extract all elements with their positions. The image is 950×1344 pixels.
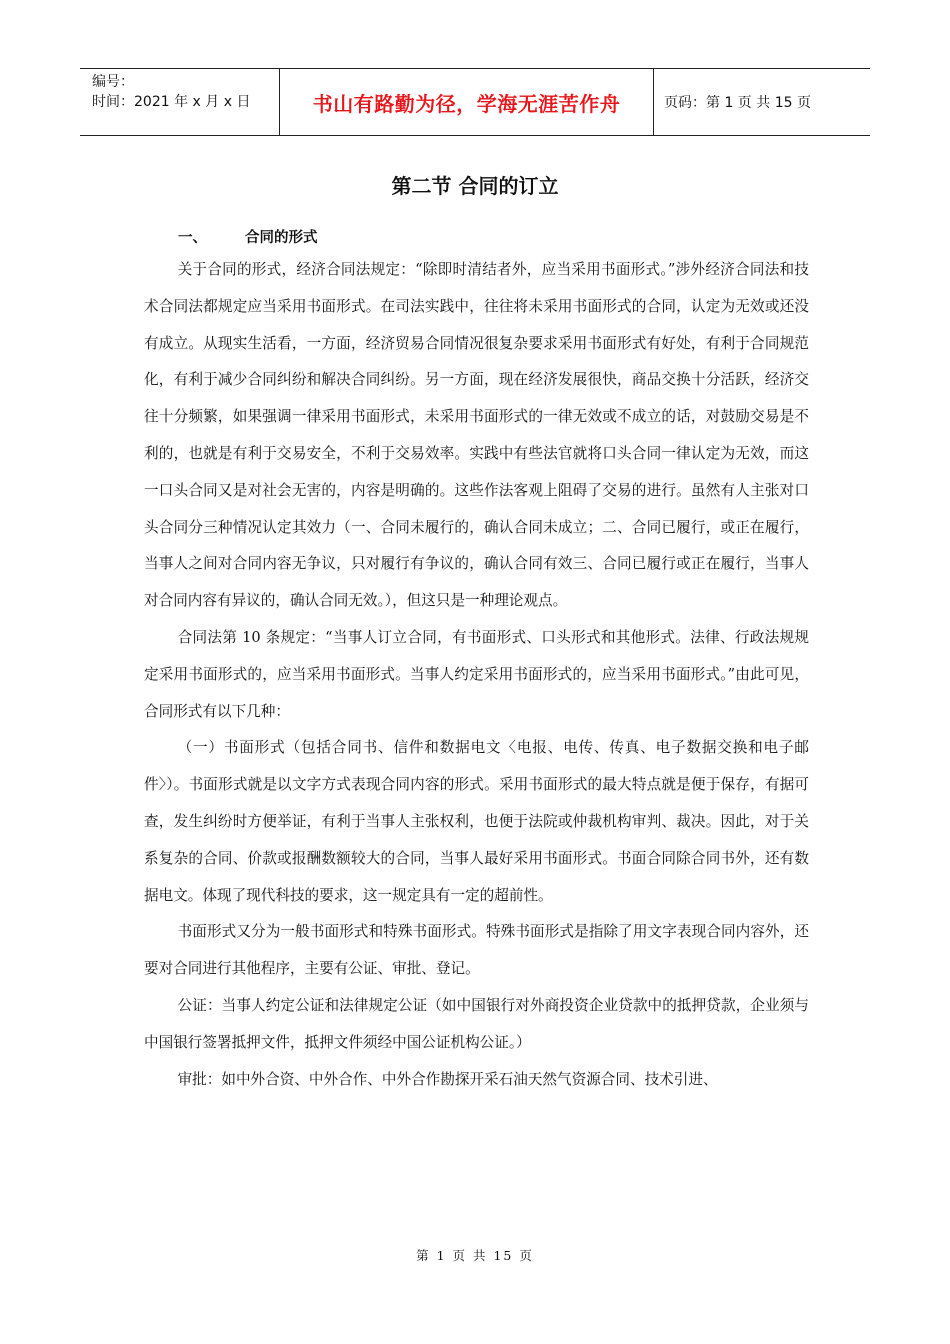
paragraph: 书面形式又分为一般书面形式和特殊书面形式。特殊书面形式是指除了用文字表现合同内容外，还要对合同进行其他程序，主要有公证、审批、登记。 [144, 923, 809, 978]
header-motto: 书山有路勤为径，学海无涯苦作舟 [280, 69, 654, 135]
paragraph: 审批：如中外合资、中外合作、中外合作勘探开采石油天然气资源合同、技术引进、 [177, 1070, 718, 1088]
header-meta [80, 69, 280, 135]
paragraph: （一）书面形式（包括合同书、信件和数据电文〈电报、电传、传真、电子数据交换和电子邮件〉）。书面形式就是以文字方式表现合同内容的形式。采用书面形式的最大特点就是便于保存，有据可查，发生纠纷时方便举证，有利于当事人主张权利，也便于法院或仲裁机构审判、裁决。因此，对于关系复杂的合同、价款或报酬数额较大的合同，当事人最好采用书面形式。书面合同除合同书外，还有数据电文。体现了现代科技的要求，这一规定具有一定的超前性。 [144, 739, 809, 904]
subsection-heading [178, 226, 318, 247]
paragraph: 公证：当事人约定公证和法律规定公证（如中国银行对外商投资企业贷款中的抵押贷款，企业须与中国银行签署抵押文件，抵押文件须经中国公证机构公证。） [144, 996, 809, 1051]
document-number-label: 编号： [92, 74, 134, 90]
subsection-title: 合同的形式 [245, 230, 318, 246]
paragraph: 合同法第 10 条规定：“当事人订立合同，有书面形式、口头形式和其他形式。法律、行政法规规定采用书面形式的，应当采用书面形式。当事人约定采用书面形式的，应当采用书面形式。”由此可见，合同形式有以下几种： [144, 628, 809, 720]
page-header [80, 68, 870, 136]
header-page-info: 页码：第 1 页 共 15 页 [664, 95, 811, 111]
section-title: 第二节 合同的订立 [391, 174, 559, 198]
paragraph: 关于合同的形式，经济合同法规定：“除即时清结者外，应当采用书面形式。”涉外经济合同法和技术合同法都规定应当采用书面形式。在司法实践中，往往将未采用书面形式的合同，认定为无效或还没有成立。从现实生活看，一方面，经济贸易合同情况很复杂要求采用书面形式有好处，有利于合同规范化，有利于减少合同纠纷和解决合同纠纷。另一方面，现在经济发展很快，商品交换十分活跃，经济交往十分频繁，如果强调一律采用书面形式，未采用书面形式的一律无效或不成立的话，对鼓励交易是不利的，也就是有利于交易安全，不利于交易效率。实践中有些法官就将口头合同一律认定为无效，而这一口头合同又是对社会无害的，内容是明确的。这些作法客观上阻碍了交易的进行。虽然有人主张对口头合同分三种情况认定其效力（一、合同未履行的，确认合同未成立；二、合同已履行，或正在履行，当事人之间对合同内容无争议，只对履行有争议的，确认合同有效三、合同已履行或正在履行，当事人对合同内容有异议的，确认合同无效。），但这只是一种理论观点。 [144, 261, 809, 610]
subsection-number: 一、 [178, 230, 207, 246]
document-date-label: 时间：2021 年 x 月 x 日 [92, 94, 251, 110]
page-footer: 第 1 页 共 15 页 [416, 1248, 534, 1263]
body-text [144, 252, 809, 1098]
